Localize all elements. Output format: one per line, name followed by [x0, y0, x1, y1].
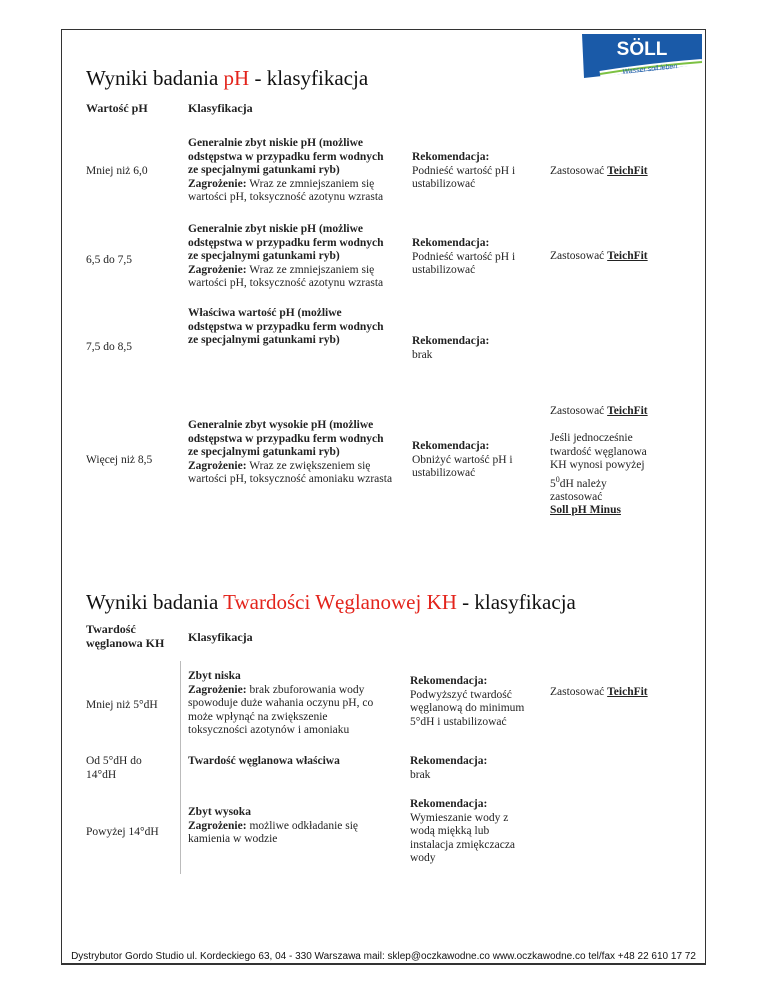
ph-row-value: 6,5 do 7,5: [86, 254, 132, 266]
soll-logo: [580, 30, 704, 80]
ph-title-highlight: pH: [223, 66, 250, 90]
kh-row-apply: Zastosować TeichFit: [550, 686, 648, 698]
teichfit-link[interactable]: TeichFit: [607, 686, 648, 698]
soll-ph-minus-link[interactable]: Soll pH Minus: [550, 504, 621, 517]
kh-section-title: Wyniki badania Twardości Węglanowej KH - klasyfikacja: [86, 590, 576, 614]
ph-row-value: Mniej niż 6,0: [86, 165, 148, 177]
ph-col-value-header: Wartość pH: [86, 101, 148, 115]
kh-row-value: Od 5°dH do 14°dH: [86, 755, 142, 781]
footer-distributor: Dystrybutor Gordo Studio ul. Kordeckiego 63, 04 - 330 Warszawa mail: sklep@oczkawodne.co www.oczkawodne.co tel/fax +48 22 610 17 72: [71, 951, 696, 962]
kh-row-classification: Twardość węglanowa właściwa: [188, 755, 340, 767]
teichfit-link[interactable]: TeichFit: [607, 250, 648, 262]
ph-row-classification: Generalnie zbyt niskie pH (możliwe odstępstwa w przypadku ferm wodnych ze specjalnymi gatunkami ryb) Zagrożenie: Wraz ze zmniejszaniem się wartości pH, toksyczność azotynu wzrasta: [188, 223, 384, 289]
kh-col-class-header: Klasyfikacja: [188, 630, 253, 644]
kh-divider: [180, 661, 181, 874]
ph-row-recommendation: Rekomendacja: Podnieść wartość pH i ustabilizować: [412, 151, 516, 190]
logo-brand: SÖLL: [616, 39, 668, 60]
kh-row-recommendation: Rekomendacja: brak: [410, 755, 488, 781]
ph-row-value: Więcej niż 8,5: [86, 454, 153, 466]
ph-row-apply: Zastosować TeichFit: [550, 250, 648, 262]
kh-title-highlight: Twardości Węglanowej KH: [223, 590, 457, 614]
ph-row-extra-note: Jeśli jednocześnie twardość węglanowa KH wynosi powyżej $5^0dH$ należy zastosować Soll pH Minus: [550, 432, 647, 517]
ph-row-recommendation: Rekomendacja: brak: [412, 335, 490, 361]
footer-rule: [61, 963, 706, 964]
ph-row-apply: Zastosować TeichFit: [550, 405, 648, 417]
kh-row-classification: Zbyt niska Zagrożenie: brak zbuforowania wody spowoduje duże wahania oczynu pH, co może wpłynąć na zwiększenie toksyczności azotynów i amoniaku: [188, 670, 374, 736]
ph-row-apply: Zastosować TeichFit: [550, 165, 648, 177]
kh-row-value: Powyżej 14°dH: [86, 826, 159, 838]
ph-row-classification: Generalnie zbyt wysokie pH (możliwe odstępstwa w przypadku ferm wodnych ze specjalnymi gatunkami ryb) Zagrożenie: Wraz ze zwiększeniem się wartości pH, toksyczność amoniaku wzrasta: [188, 419, 393, 485]
ph-col-class-header: Klasyfikacja: [188, 101, 253, 115]
ph-section-title: Wyniki badania pH - klasyfikacja: [86, 66, 369, 90]
ph-row-recommendation: Rekomendacja: Podnieść wartość pH i ustabilizować: [412, 237, 516, 276]
ph-row-classification: Właściwa wartość pH (możliwe odstępstwa w przypadku ferm wodnych ze specjalnymi gatunkami ryb): [188, 307, 384, 346]
kh-row-value: Mniej niż 5°dH: [86, 699, 158, 711]
ph-row-recommendation: Rekomendacja: Obniżyć wartość pH i ustabilizować: [412, 440, 513, 479]
ph-row-value: 7,5 do 8,5: [86, 341, 132, 353]
teichfit-link[interactable]: TeichFit: [607, 405, 648, 417]
kh-row-recommendation: Rekomendacja: Wymieszanie wody z wodą miękką lub instalacja zmiękczacza wody: [410, 798, 516, 864]
logo-tagline: Wasser soll leben: [622, 63, 678, 76]
teichfit-link[interactable]: TeichFit: [607, 165, 648, 177]
kh-row-classification: Zbyt wysoka Zagrożenie: możliwe odkładanie się kamienia w wodzie: [188, 806, 359, 845]
kh-row-recommendation: Rekomendacja: Podwyższyć twardość węglanową do minimum 5°dH i ustabilizować: [410, 675, 525, 728]
ph-row-classification: Generalnie zbyt niskie pH (możliwe odstępstwa w przypadku ferm wodnych ze specjalnymi gatunkami ryb) Zagrożenie: Wraz ze zmniejszaniem się wartości pH, toksyczność azotynu wzrasta: [188, 137, 384, 203]
kh-col-value-header: Twardość węglanowa KH: [86, 622, 165, 650]
